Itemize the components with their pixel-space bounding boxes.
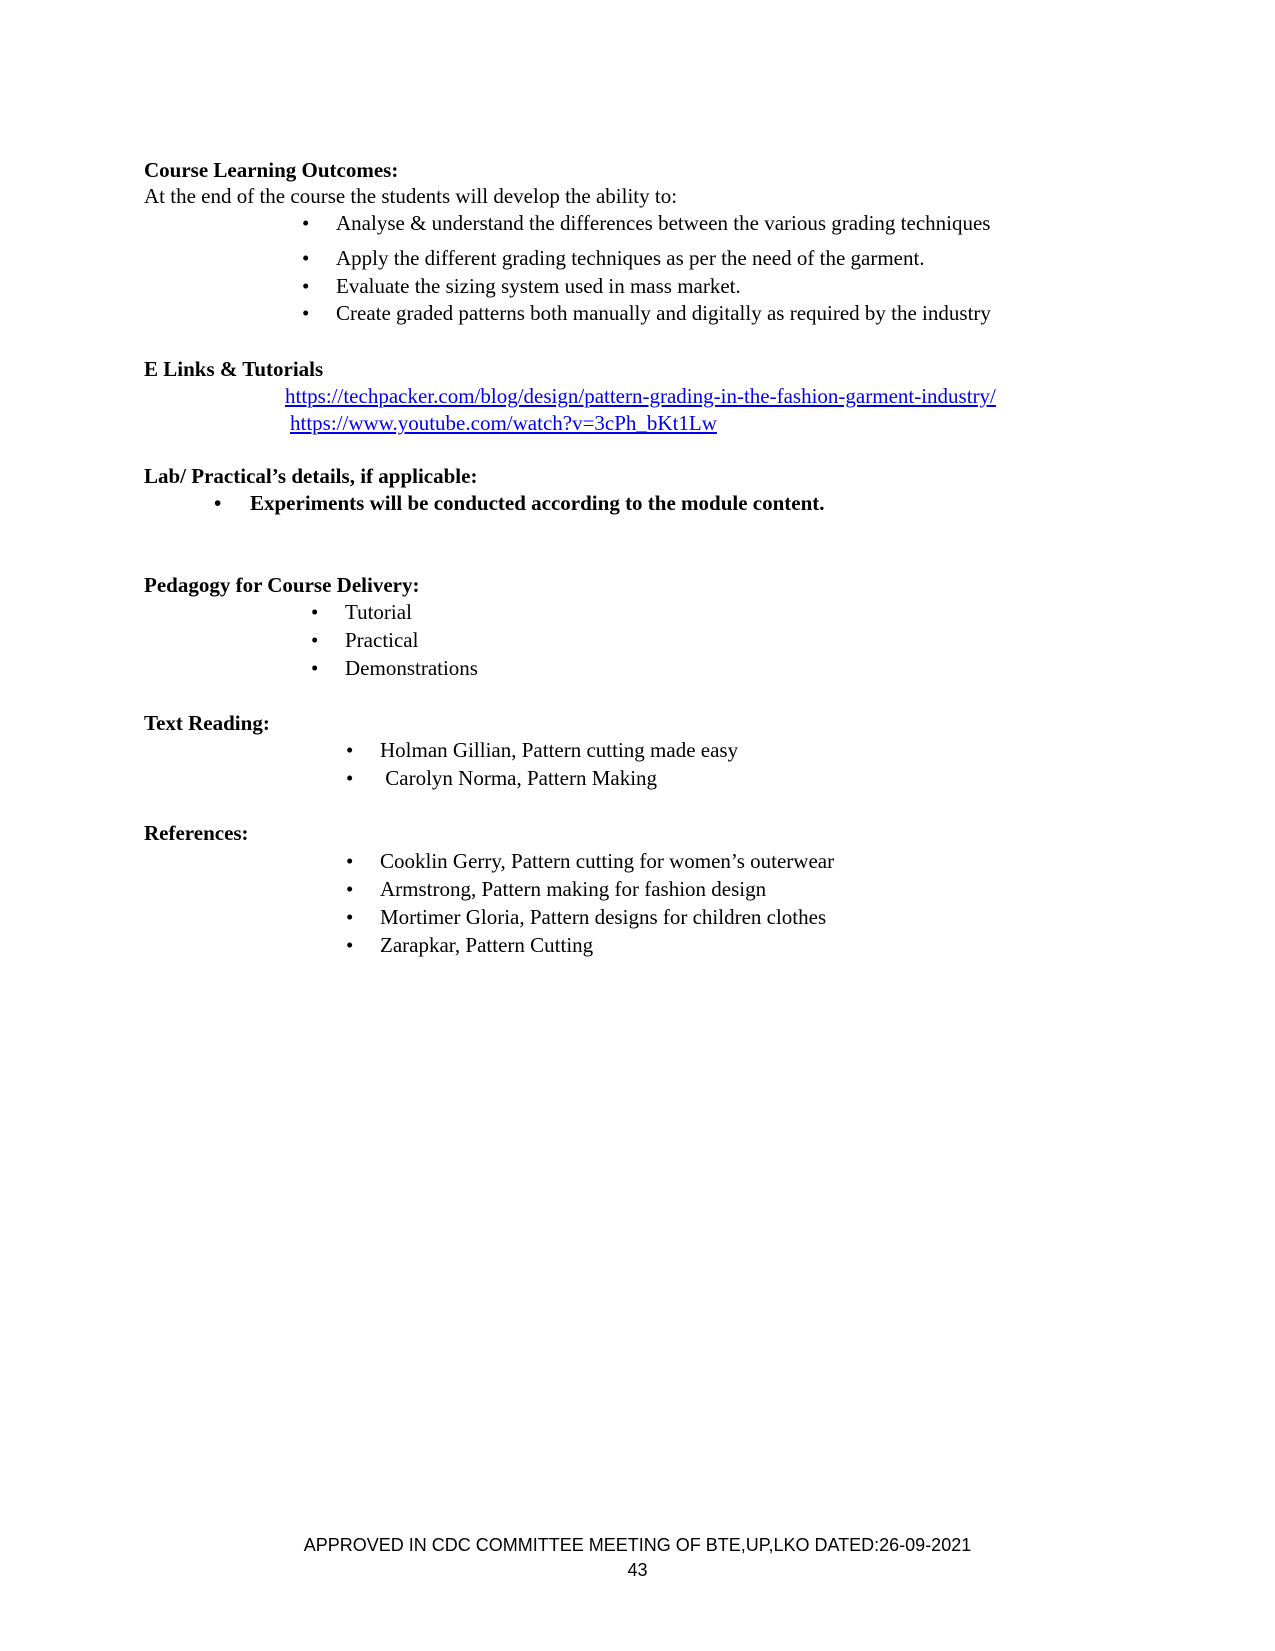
list-item: • Experiments will be conducted according to the module content. [214,491,825,515]
list-item: • Mortimer Gloria, Pattern designs for children clothes [346,905,827,929]
lab-list [214,491,825,515]
approval-footer: APPROVED IN CDC COMMITTEE MEETING OF BTE,UP,LKO DATED:26-09-2021 [303,1535,972,1555]
references-heading: References: [144,821,249,845]
techpacker-link[interactable]: https://techpacker.com/blog/design/pattern-grading-in-the-fashion-garment-industry/ [285,384,996,408]
clo-list [302,211,991,330]
page-number: 43 [627,1560,648,1580]
clo-heading: Course Learning Outcomes: [144,158,399,182]
text-reading-heading: Text Reading: [144,711,270,735]
references-list [346,849,835,963]
pedagogy-list [311,600,478,686]
clo-intro: At the end of the course the students will develop the ability to: [144,184,678,208]
list-item: • Carolyn Norma, Pattern Making [346,766,658,790]
list-item: • Evaluate the sizing system used in mass market. [302,274,741,298]
list-item: • Practical [311,628,419,652]
lab-heading: Lab/ Practical’s details, if applicable: [144,464,478,488]
list-item: • Create graded patterns both manually and digitally as required by the industry [302,301,991,325]
list-item: • Armstrong, Pattern making for fashion design [346,877,767,901]
list-item: • Holman Gillian, Pattern cutting made easy [346,738,739,762]
list-item: • Cooklin Gerry, Pattern cutting for women’s outerwear [346,849,835,873]
elinks-heading: E Links & Tutorials [144,357,324,381]
list-item: • Tutorial [311,600,412,624]
list-item: • Zarapkar, Pattern Cutting [346,933,594,957]
text-reading-list [346,738,739,796]
list-item: • Apply the different grading techniques as per the need of the garment. [302,246,925,270]
pedagogy-heading: Pedagogy for Course Delivery: [144,573,420,597]
list-item: • Demonstrations [311,656,478,680]
youtube-link[interactable]: https://www.youtube.com/watch?v=3cPh_bKt1Lw [290,411,717,435]
list-item: • Analyse & understand the differences between the various grading techniques [302,211,991,235]
